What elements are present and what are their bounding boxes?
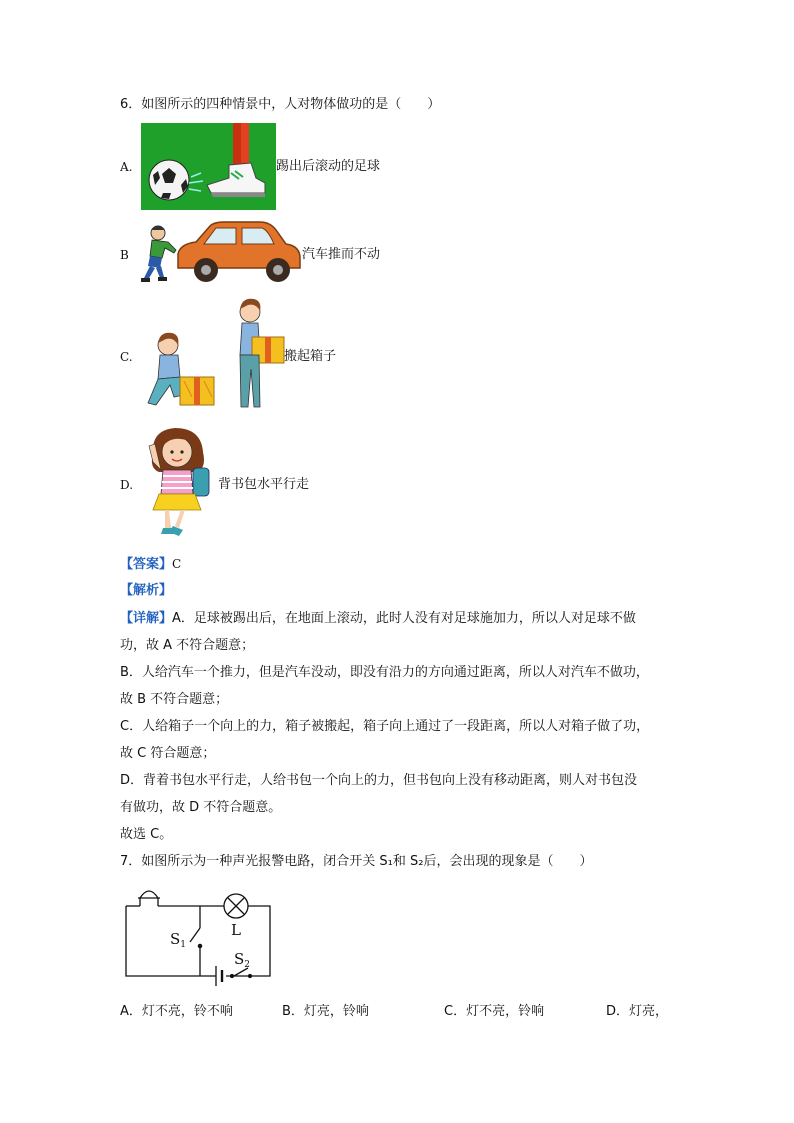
answer-line [120,555,181,574]
option-c-caption: 搬起箱子 [284,349,337,364]
option-b-caption: 汽车推而不动 [302,247,381,262]
detail-line-7: 有做功，故 D 不符合题意。 [120,800,282,815]
option-b-letter: B [120,248,129,262]
detail-line-4: C．人给箱子一个向上的力，箱子被搬起，箱子向上通过了一段距离，所以人对箱子做了功， [120,719,650,734]
detail-text-0: A．足球被踢出后，在地面上滚动，此时人没有对足球施加力，所以人对足球不做 [172,611,636,626]
lift-box-image [140,297,286,412]
q6-question: 6．如图所示的四种情景中，人对物体做功的是（ ） [120,97,441,112]
detail-line-5: 故 C 符合题意； [120,746,216,761]
q7-choice-a: A．灯不亮，铃不响 [120,1004,233,1019]
q7-choice-d: D．灯亮， [606,1004,669,1019]
detail-line-0 [120,610,636,628]
option-c-letter: C. [120,350,133,364]
alarm-circuit-diagram [120,880,280,990]
detail-line-1: 功，故 A 不符合题意； [120,638,255,653]
lamp-label: L [231,921,241,939]
detail-line-3: 故 B 不符合题意； [120,692,229,707]
analysis-label: 【解析】 [120,583,173,598]
detail-label: 【详解】 [120,611,173,626]
q7-choice-c: C．灯不亮，铃响 [444,1004,545,1019]
option-d-letter: D. [120,478,134,492]
push-car-image [138,220,302,288]
detail-line-6: D．背着书包水平行走，人给书包一个向上的力，但书包向上没有移动距离，则人对书包没 [120,773,638,788]
detail-line-8: 故选 C。 [120,827,173,842]
option-a-caption: 踢出后滚动的足球 [276,159,381,174]
s1-label: $S_1$ [170,930,187,950]
detail-line-2: B．人给汽车一个推力，但是汽车没动，即没有沿力的方向通过距离，所以人对汽车不做功， [120,665,649,680]
answer-label: 【答案】 [120,557,173,572]
option-a-letter: A. [120,160,133,174]
q7-choice-b: B．灯亮，铃响 [282,1004,369,1019]
q7-question: 7．如图所示为一种声光报警电路，闭合开关 S₁和 S₂后，会出现的现象是（ ） [120,854,593,869]
option-d-caption: 背书包水平行走 [218,477,310,492]
answer-value: C [172,557,182,571]
backpack-girl-image [145,424,215,542]
soccer-kick-image [141,123,276,210]
s2-label: $S_2$ [234,950,251,970]
